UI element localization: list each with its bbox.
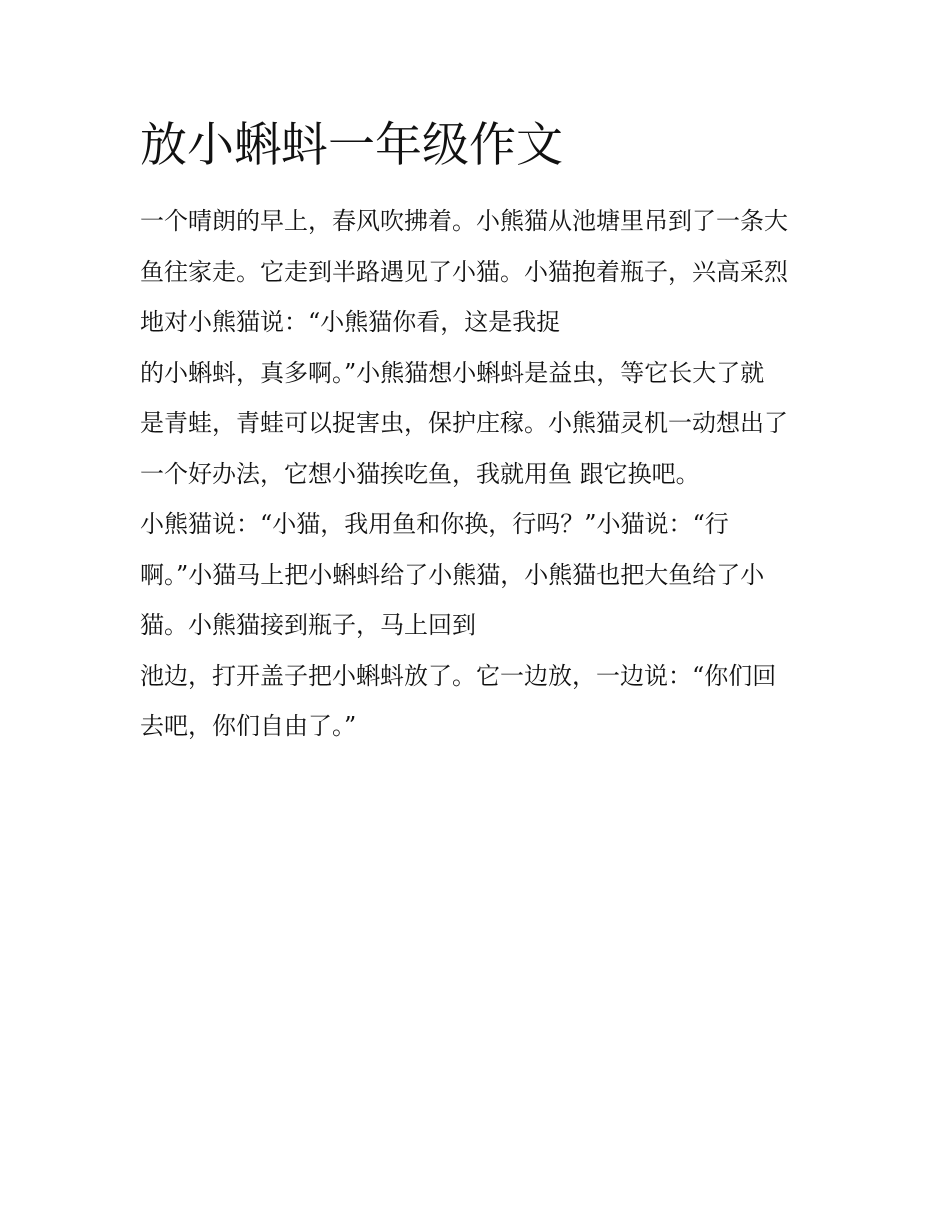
body-line: 小熊猫说：“小猫，我用鱼和你换，行吗？”小猫说：“行	[140, 510, 729, 538]
body-line: 啊。”小猫马上把小蝌蚪给了小熊猫，小熊猫也把大鱼给了小	[140, 560, 765, 589]
document-body	[140, 196, 820, 752]
body-line: 的小蝌蚪，真多啊。”小熊猫想小蝌蚪是益虫，等它长大了就	[140, 358, 765, 387]
body-line: 地对小熊猫说：“小熊猫你看，这是我捉	[140, 308, 561, 336]
body-line: 鱼往家走。它走到半路遇见了小猫。小猫抱着瓶子，兴高采烈	[140, 257, 788, 286]
document-title: 放小蝌蚪一年级作文	[140, 118, 563, 173]
body-line: 去吧，你们自由了。”	[140, 712, 357, 740]
body-line: 是青蛙，青蛙可以捉害虫，保护庄稼。小熊猫灵机一动想出了	[140, 409, 788, 437]
body-line: 一个好办法，它想小猫挨吃鱼，我就用鱼 跟它换吧。	[140, 459, 700, 488]
body-line: 猫。小熊猫接到瓶子，马上回到	[140, 611, 476, 639]
body-line: 一个晴朗的早上，春风吹拂着。小熊猫从池塘里吊到了一条大	[140, 207, 788, 235]
body-line: 池边，打开盖子把小蝌蚪放了。它一边放，一边说：“你们回	[140, 661, 777, 690]
